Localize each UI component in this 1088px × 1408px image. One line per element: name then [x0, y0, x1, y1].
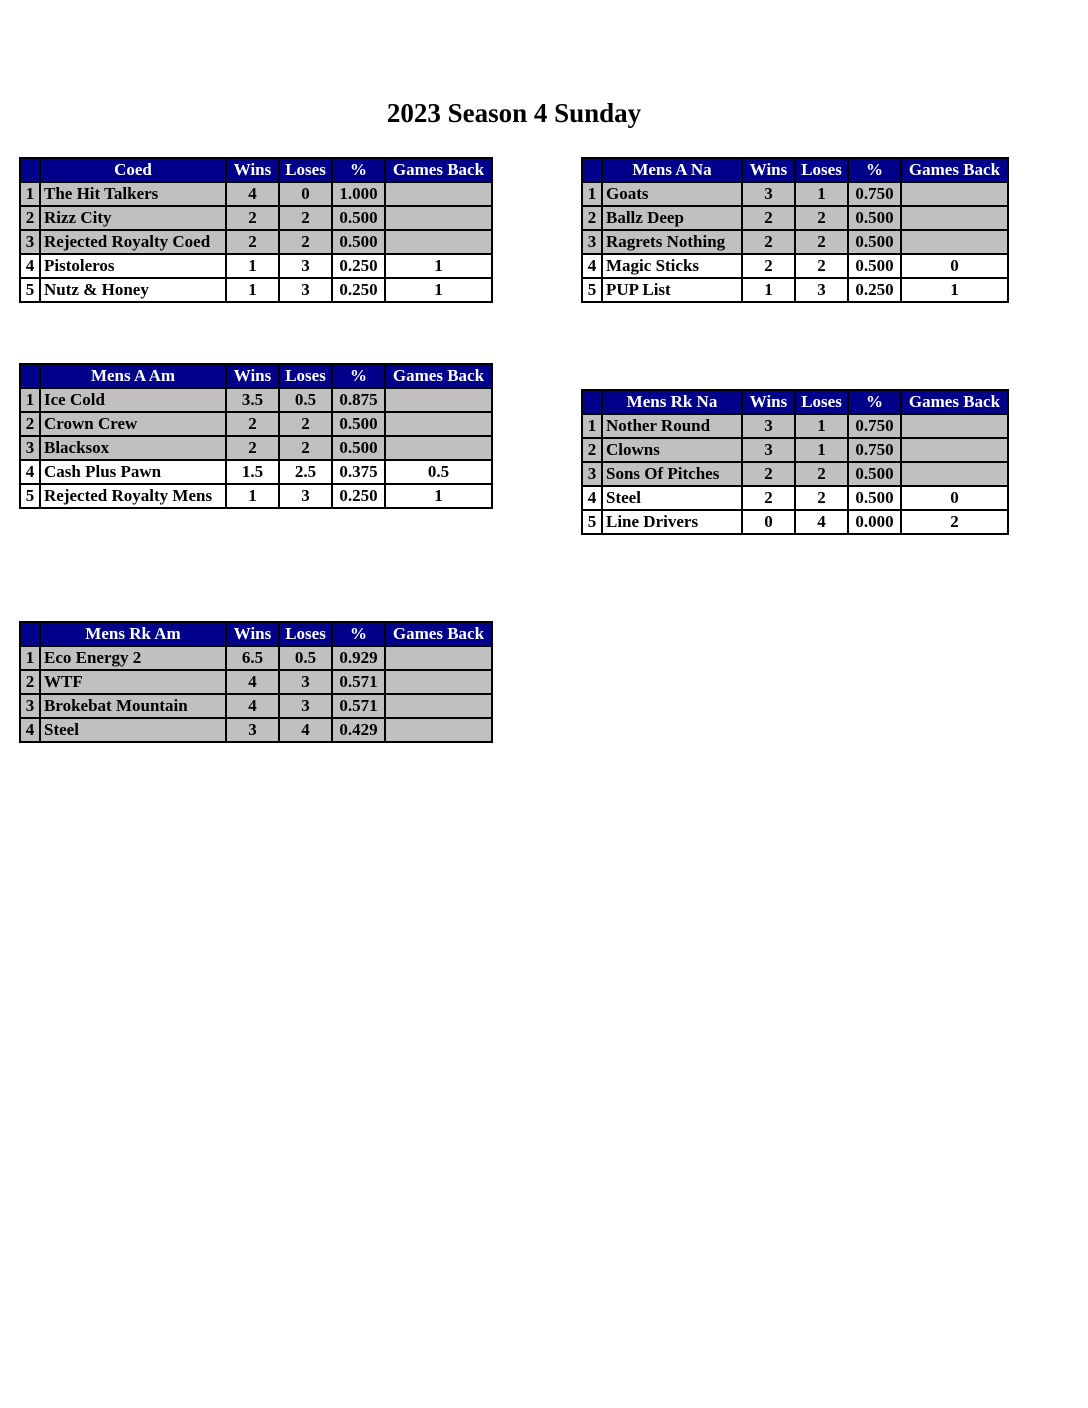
rank-header	[20, 158, 40, 182]
loses-cell: 3	[279, 484, 332, 508]
games-back-header: Games Back	[385, 158, 492, 182]
games-back-cell	[901, 462, 1008, 486]
wins-cell: 2	[742, 206, 795, 230]
pct-cell: 0.250	[848, 278, 901, 302]
standings-table-mens-a-na	[581, 157, 1009, 303]
rank-cell: 2	[20, 670, 40, 694]
team-cell: Eco Energy 2	[40, 646, 226, 670]
games-back-header: Games Back	[901, 390, 1008, 414]
table-row	[582, 486, 1008, 510]
loses-header: Loses	[795, 158, 848, 182]
rank-cell: 4	[582, 486, 602, 510]
rank-cell: 1	[20, 182, 40, 206]
pct-cell: 0.500	[332, 436, 385, 460]
games-back-cell	[385, 230, 492, 254]
table-row	[582, 182, 1008, 206]
rank-cell: 1	[20, 646, 40, 670]
table-row	[582, 278, 1008, 302]
rank-cell: 4	[20, 254, 40, 278]
wins-header: Wins	[742, 390, 795, 414]
team-cell: Clowns	[602, 438, 742, 462]
rank-cell: 2	[582, 206, 602, 230]
team-cell: Ice Cold	[40, 388, 226, 412]
loses-cell: 0.5	[279, 646, 332, 670]
team-cell: Rejected Royalty Mens	[40, 484, 226, 508]
team-cell: Pistoleros	[40, 254, 226, 278]
team-cell: Magic Sticks	[602, 254, 742, 278]
table-row	[20, 484, 492, 508]
team-cell: Rizz City	[40, 206, 226, 230]
pct-cell: 0.250	[332, 484, 385, 508]
pct-cell: 0.429	[332, 718, 385, 742]
table-row	[20, 646, 492, 670]
rank-header	[20, 622, 40, 646]
rank-cell: 3	[20, 436, 40, 460]
loses-cell: 3	[795, 278, 848, 302]
pct-cell: 0.500	[332, 230, 385, 254]
pct-cell: 0.875	[332, 388, 385, 412]
team-cell: Ballz Deep	[602, 206, 742, 230]
rank-cell: 5	[582, 510, 602, 534]
loses-cell: 0.5	[279, 388, 332, 412]
games-back-cell	[385, 412, 492, 436]
team-cell: Rejected Royalty Coed	[40, 230, 226, 254]
wins-cell: 3.5	[226, 388, 279, 412]
games-back-cell: 2	[901, 510, 1008, 534]
loses-cell: 2	[795, 206, 848, 230]
loses-cell: 2	[795, 486, 848, 510]
rank-cell: 1	[20, 388, 40, 412]
table-row	[20, 254, 492, 278]
table-row	[20, 694, 492, 718]
team-cell: Cash Plus Pawn	[40, 460, 226, 484]
table-row	[20, 388, 492, 412]
loses-cell: 2	[279, 206, 332, 230]
wins-cell: 2	[742, 254, 795, 278]
pct-cell: 0.500	[848, 486, 901, 510]
wins-cell: 4	[226, 670, 279, 694]
wins-cell: 2	[742, 230, 795, 254]
wins-cell: 1	[226, 484, 279, 508]
games-back-cell: 0.5	[385, 460, 492, 484]
games-back-cell	[901, 414, 1008, 438]
pct-cell: 0.375	[332, 460, 385, 484]
games-back-cell	[901, 182, 1008, 206]
rank-cell: 1	[582, 414, 602, 438]
table-row	[20, 718, 492, 742]
loses-header: Loses	[795, 390, 848, 414]
pct-header: %	[848, 158, 901, 182]
loses-cell: 2	[279, 412, 332, 436]
games-back-cell: 1	[901, 278, 1008, 302]
standings-table-mens-a-am	[19, 363, 493, 509]
pct-cell: 0.500	[332, 412, 385, 436]
loses-cell: 0	[279, 182, 332, 206]
wins-cell: 2	[226, 436, 279, 460]
rank-cell: 3	[582, 230, 602, 254]
loses-cell: 1	[795, 414, 848, 438]
games-back-cell	[901, 206, 1008, 230]
division-name: Mens A Na	[602, 158, 742, 182]
division-name: Coed	[40, 158, 226, 182]
games-back-cell: 1	[385, 278, 492, 302]
wins-cell: 3	[742, 182, 795, 206]
pct-header: %	[332, 622, 385, 646]
header-row	[20, 622, 492, 646]
pct-cell: 0.500	[848, 230, 901, 254]
rank-cell: 4	[20, 460, 40, 484]
loses-cell: 1	[795, 182, 848, 206]
games-back-cell: 1	[385, 254, 492, 278]
rank-header	[20, 364, 40, 388]
division-name: Mens Rk Am	[40, 622, 226, 646]
loses-cell: 2	[279, 436, 332, 460]
pct-cell: 0.571	[332, 694, 385, 718]
table-row	[20, 278, 492, 302]
loses-cell: 2	[279, 230, 332, 254]
wins-cell: 6.5	[226, 646, 279, 670]
pct-cell: 0.750	[848, 182, 901, 206]
standings-table-coed	[19, 157, 493, 303]
pct-cell: 0.250	[332, 278, 385, 302]
team-cell: Brokebat Mountain	[40, 694, 226, 718]
wins-cell: 2	[226, 412, 279, 436]
header-row	[582, 390, 1008, 414]
wins-cell: 2	[226, 206, 279, 230]
table-row	[20, 460, 492, 484]
table-row	[582, 254, 1008, 278]
team-cell: Line Drivers	[602, 510, 742, 534]
wins-header: Wins	[742, 158, 795, 182]
team-cell: The Hit Talkers	[40, 182, 226, 206]
wins-cell: 4	[226, 182, 279, 206]
team-cell: PUP List	[602, 278, 742, 302]
pct-cell: 0.500	[848, 462, 901, 486]
games-back-cell	[385, 436, 492, 460]
rank-cell: 2	[582, 438, 602, 462]
loses-header: Loses	[279, 364, 332, 388]
pct-header: %	[848, 390, 901, 414]
table-row	[20, 182, 492, 206]
pct-cell: 0.750	[848, 414, 901, 438]
table-row	[20, 412, 492, 436]
pct-cell: 0.250	[332, 254, 385, 278]
team-cell: Steel	[40, 718, 226, 742]
games-back-cell	[385, 718, 492, 742]
standings-table-mens-rk-am	[19, 621, 493, 743]
games-back-header: Games Back	[901, 158, 1008, 182]
loses-cell: 4	[279, 718, 332, 742]
pct-cell: 0.750	[848, 438, 901, 462]
loses-header: Loses	[279, 158, 332, 182]
table-row	[582, 510, 1008, 534]
team-cell: Blacksox	[40, 436, 226, 460]
games-back-cell	[385, 388, 492, 412]
wins-cell: 0	[742, 510, 795, 534]
wins-cell: 1.5	[226, 460, 279, 484]
rank-cell: 4	[20, 718, 40, 742]
games-back-cell	[385, 694, 492, 718]
pct-cell: 0.500	[848, 254, 901, 278]
wins-cell: 1	[742, 278, 795, 302]
loses-cell: 2	[795, 230, 848, 254]
loses-cell: 3	[279, 670, 332, 694]
wins-cell: 2	[742, 462, 795, 486]
header-row	[20, 158, 492, 182]
division-name: Mens Rk Na	[602, 390, 742, 414]
wins-cell: 3	[742, 438, 795, 462]
table-row	[582, 230, 1008, 254]
rank-cell: 1	[582, 182, 602, 206]
rank-cell: 2	[20, 206, 40, 230]
rank-header	[582, 390, 602, 414]
team-cell: Steel	[602, 486, 742, 510]
wins-header: Wins	[226, 158, 279, 182]
games-back-header: Games Back	[385, 364, 492, 388]
wins-cell: 2	[226, 230, 279, 254]
wins-cell: 3	[742, 414, 795, 438]
games-back-cell: 0	[901, 486, 1008, 510]
standings-table-mens-rk-na	[581, 389, 1009, 535]
wins-cell: 1	[226, 278, 279, 302]
loses-cell: 3	[279, 254, 332, 278]
games-back-cell	[385, 670, 492, 694]
rank-cell: 3	[582, 462, 602, 486]
table-row	[20, 206, 492, 230]
pct-header: %	[332, 364, 385, 388]
team-cell: Nutz & Honey	[40, 278, 226, 302]
wins-cell: 4	[226, 694, 279, 718]
loses-header: Loses	[279, 622, 332, 646]
loses-cell: 2	[795, 462, 848, 486]
rank-cell: 5	[20, 484, 40, 508]
games-back-cell	[385, 182, 492, 206]
pct-cell: 0.571	[332, 670, 385, 694]
wins-cell: 1	[226, 254, 279, 278]
games-back-cell: 1	[385, 484, 492, 508]
team-cell: Nother Round	[602, 414, 742, 438]
games-back-cell	[385, 646, 492, 670]
wins-cell: 3	[226, 718, 279, 742]
loses-cell: 2.5	[279, 460, 332, 484]
header-row	[582, 158, 1008, 182]
rank-cell: 5	[20, 278, 40, 302]
table-row	[582, 462, 1008, 486]
table-row	[582, 206, 1008, 230]
table-row	[20, 230, 492, 254]
rank-cell: 3	[20, 230, 40, 254]
rank-header	[582, 158, 602, 182]
loses-cell: 3	[279, 694, 332, 718]
team-cell: WTF	[40, 670, 226, 694]
table-row	[582, 438, 1008, 462]
table-row	[20, 436, 492, 460]
games-back-cell	[901, 438, 1008, 462]
pct-cell: 0.500	[332, 206, 385, 230]
team-cell: Ragrets Nothing	[602, 230, 742, 254]
pct-header: %	[332, 158, 385, 182]
rank-cell: 4	[582, 254, 602, 278]
rank-cell: 5	[582, 278, 602, 302]
page-title: 2023 Season 4 Sunday	[386, 98, 642, 128]
team-cell: Sons Of Pitches	[602, 462, 742, 486]
rank-cell: 2	[20, 412, 40, 436]
division-name: Mens A Am	[40, 364, 226, 388]
team-cell: Crown Crew	[40, 412, 226, 436]
games-back-header: Games Back	[385, 622, 492, 646]
wins-cell: 2	[742, 486, 795, 510]
wins-header: Wins	[226, 364, 279, 388]
loses-cell: 4	[795, 510, 848, 534]
loses-cell: 3	[279, 278, 332, 302]
rank-cell: 3	[20, 694, 40, 718]
table-row	[20, 670, 492, 694]
games-back-cell	[385, 206, 492, 230]
team-cell: Goats	[602, 182, 742, 206]
loses-cell: 2	[795, 254, 848, 278]
pct-cell: 0.929	[332, 646, 385, 670]
pct-cell: 0.500	[848, 206, 901, 230]
loses-cell: 1	[795, 438, 848, 462]
pct-cell: 0.000	[848, 510, 901, 534]
games-back-cell	[901, 230, 1008, 254]
header-row	[20, 364, 492, 388]
table-row	[582, 414, 1008, 438]
pct-cell: 1.000	[332, 182, 385, 206]
wins-header: Wins	[226, 622, 279, 646]
games-back-cell: 0	[901, 254, 1008, 278]
